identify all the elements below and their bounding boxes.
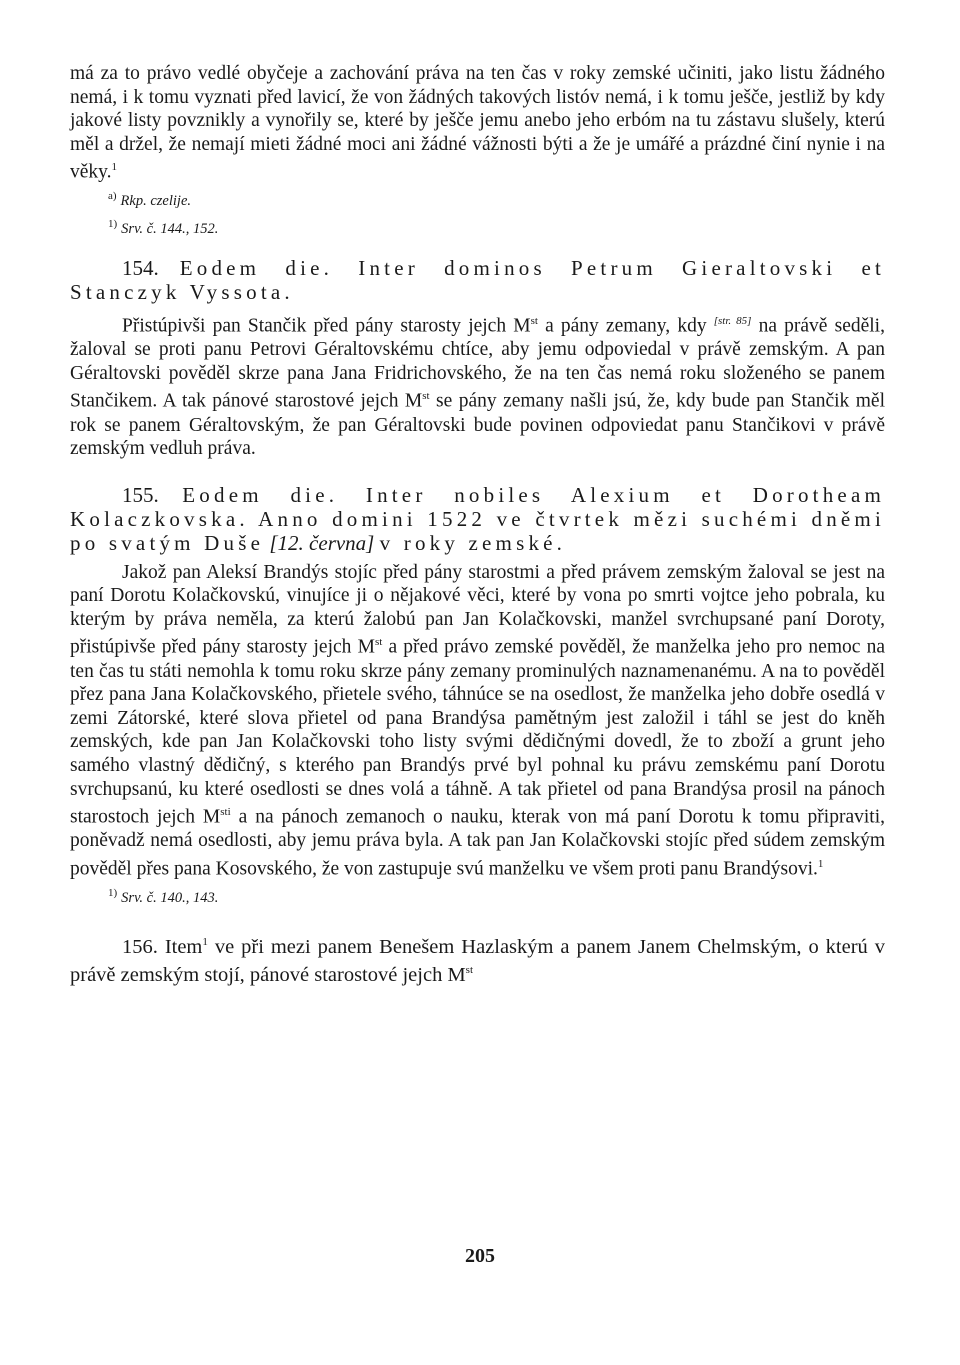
footnote-marker: 1) (108, 886, 118, 899)
entry-155-heading (70, 483, 885, 555)
entry-154-body (70, 310, 885, 461)
body-text: se pány zemany našli jsú, že, kdy bude pan Stančik měl rok se panem Géraltovským, že pan Géraltovski bude povinen odpoviedat panu Stančikovi v právě zemským vedluh práva. (70, 390, 885, 460)
intro-paragraph (70, 62, 885, 184)
entry-title: Eodem die. Inter nobiles Alexium et Dorotheam Kolaczkovska. Anno domini 1522 ve čtvrtek mězi suchémi dněmi po svatým Duše (70, 482, 885, 555)
body-text: a před právo zemské pověděl, že manželka jeho pro nemoc na ten čas tu státi nemohla k tomu roku skrze pány zemany prominulých naznamenanému. A na to pověděl přez pana Jana Kolačkovského, přietele svého, táhnúce se na osedlost, že manželka jeho dobře osedlá v zemi Zátorské, které slova přietel od pana Brandýsa pamětným jest založil i táhl se jest do kněh zemských, kde pan Jan Kolačkovski toho listy svými dědičnými dovedl, že to zboží a grunt jeho samého vlastný dědičný, s kterého pan Brandýs prvé byl pohnal ku právu zemskému paní Dorotu svrchupsanú, ku které osedlosti se dnes volá a táhně. A tak přietel od pana Brandýsa prosil na pánoch starostoch jejch M (70, 636, 885, 828)
footnote (108, 883, 885, 909)
footnote-mark: 1 (202, 935, 208, 948)
page-number: 205 (465, 1245, 495, 1267)
page-reference: [str. 85] (713, 315, 752, 328)
body-text: na právě seděli, žaloval se proti panu Petrovi Géraltovskému chtíce, aby jemu odpoviedal v právě zemským. A pan Géraltovski pověděl skrze pana Jana Fridrichovského, že na ten čas nemá roku složeného se panem Stančikem. A tak pánové starostové jejch M (70, 315, 885, 412)
footnote (108, 186, 885, 212)
superscript: st (422, 390, 430, 403)
footnote (108, 214, 885, 240)
footnote-text: Rkp. czelije. (120, 193, 192, 210)
body-text: Item (164, 935, 203, 958)
body-text: a na pánoch zemanoch o nauku, kterak von má paní Dorotu k tomu připraviti, poněvadž nemá osedlosti, aby jemu práva byla. A tak pan Jan Kolačkovski stojíc před súdem zemským pověděl přes pana Kosovského, že von zastupuje svú manželku ve všem proti panu Brandýsovi. (70, 806, 885, 880)
body-text: ve při mezi panem Benešem Hazlaským a panem Janem Chelmským, o kterú v právě zemským stojí, pánové starostové jejch M (70, 935, 885, 986)
superscript: st (530, 315, 538, 328)
footnote-mark: 1 (817, 857, 824, 870)
footnote-mark: 1 (111, 161, 118, 174)
entry-155-body (70, 561, 885, 881)
superscript: st (465, 964, 474, 977)
body-text: a pány zemany, kdy (537, 315, 714, 337)
body-text: Jakož pan Aleksí Brandýs stojíc před pány starostmi a před právem zemským žaloval se jest na paní Dorotu Kolačkovskú, vinujíce ji o nějakové věci, které by vona po smrti vojtce jeho pobrala, ku kterým by práva neměla, za kterú žalobú pan Jan Kolačkovski, manžel svrchupsané paní Doroty, přistúpivše před pány starosty jejch M (70, 561, 885, 658)
footnote-text: Srv. č. 140., 143. (121, 889, 219, 906)
footnotes-block-1 (70, 186, 885, 240)
footnote-text: Srv. č. 144., 152. (121, 221, 219, 238)
document-page (70, 62, 885, 988)
entry-title: Eodem die. Inter dominos Petrum Gieraltovski et Stanczyk Vyssota. (70, 256, 885, 305)
entry-date: [12. června] (269, 530, 375, 555)
entry-156 (70, 931, 885, 988)
entry-number: 155. (122, 482, 159, 507)
footnote-marker: 1) (108, 218, 118, 231)
body-text: Přistúpivši pan Stančik před pány starosty jejch M (122, 315, 531, 337)
entry-154-heading (70, 256, 885, 304)
entry-number: 156. (122, 935, 158, 958)
entry-title-end: v roky zemské. (379, 530, 567, 555)
intro-text: má za to právo vedlé obyčeje a zachování práva na ten čas v roky zemské učiniti, jako listu žádného nemá, i k tomu vyznati před lavicí, že von žádných takových listóv nemá, i k tomu ješče, jestliž by kdy jakové listy povznikly a vynořily se, které by ješče jemu anebo jeho erbóm na tu zástavu slušely, kterú měl a držel, že nemají mieti žádné moci ani žádné vážnosti býti a že je umářé a prázdné činí nynie i na věky. (70, 63, 885, 183)
superscript: st (374, 636, 383, 649)
footnote-marker: a) (108, 190, 117, 203)
entry-number: 154. (122, 256, 159, 281)
superscript: sti (220, 806, 231, 819)
